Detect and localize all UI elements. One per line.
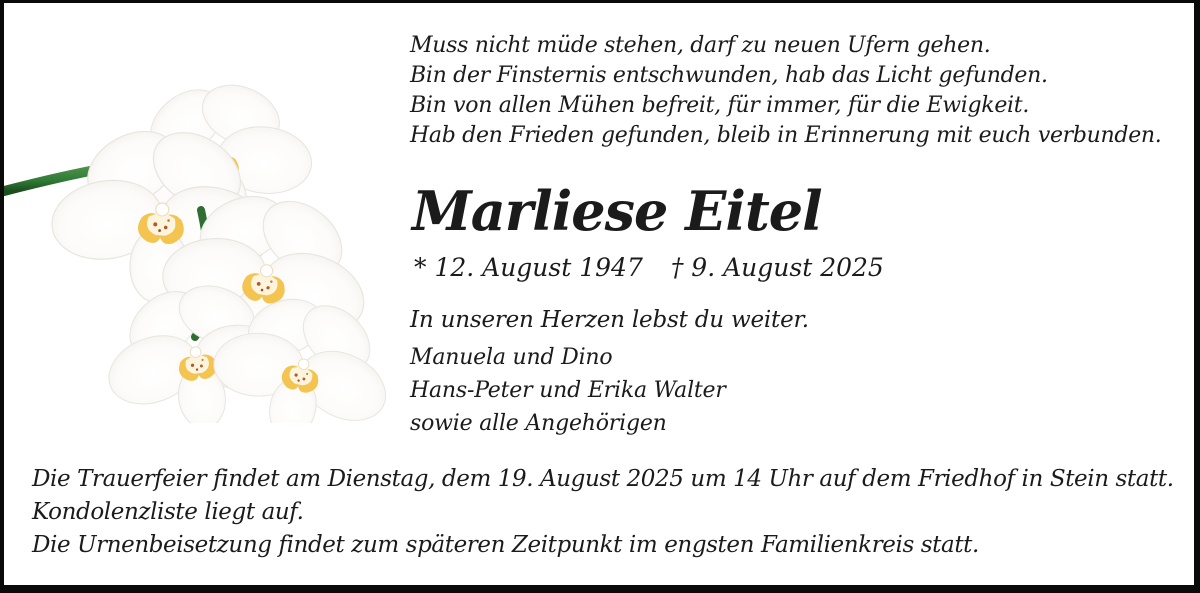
mourners-list (410, 341, 726, 440)
poem-line: Hab den Frieden gefunden, bleib in Erinnerung mit euch verbunden. (410, 123, 1162, 148)
poem-line: Bin von allen Mühen befreit, für immer, für die Ewigkeit. (410, 93, 1030, 118)
funeral-info (32, 463, 1174, 562)
closing-line: In unseren Herzen lebst du weiter. (410, 307, 809, 333)
death-date: † 9. August 2025 (670, 253, 884, 282)
mourner-line: Hans-Peter und Erika Walter (410, 378, 726, 403)
mourner-line: Manuela und Dino (410, 345, 613, 370)
poem-line: Bin der Finsternis entschwunden, hab das Licht gefunden. (410, 63, 1048, 88)
funeral-line: Die Trauerfeier findet am Dienstag, dem 19. August 2025 um 14 Uhr auf dem Friedhof in Stein statt. (32, 466, 1174, 492)
deceased-name: Marliese Eitel (412, 179, 822, 243)
mourner-line: sowie alle Angehörigen (410, 411, 667, 436)
funeral-line: Die Urnenbeisetzung findet zum späteren Zeitpunkt im engsten Familienkreis statt. (32, 532, 979, 558)
white-orchid-image (4, 58, 396, 423)
funeral-line: Kondolenzliste liegt auf. (32, 499, 304, 525)
poem (410, 31, 1162, 151)
poem-line: Muss nicht müde stehen, darf zu neuen Ufern gehen. (410, 33, 991, 58)
life-dates (414, 250, 884, 286)
birth-date: * 12. August 1947 (414, 253, 643, 282)
